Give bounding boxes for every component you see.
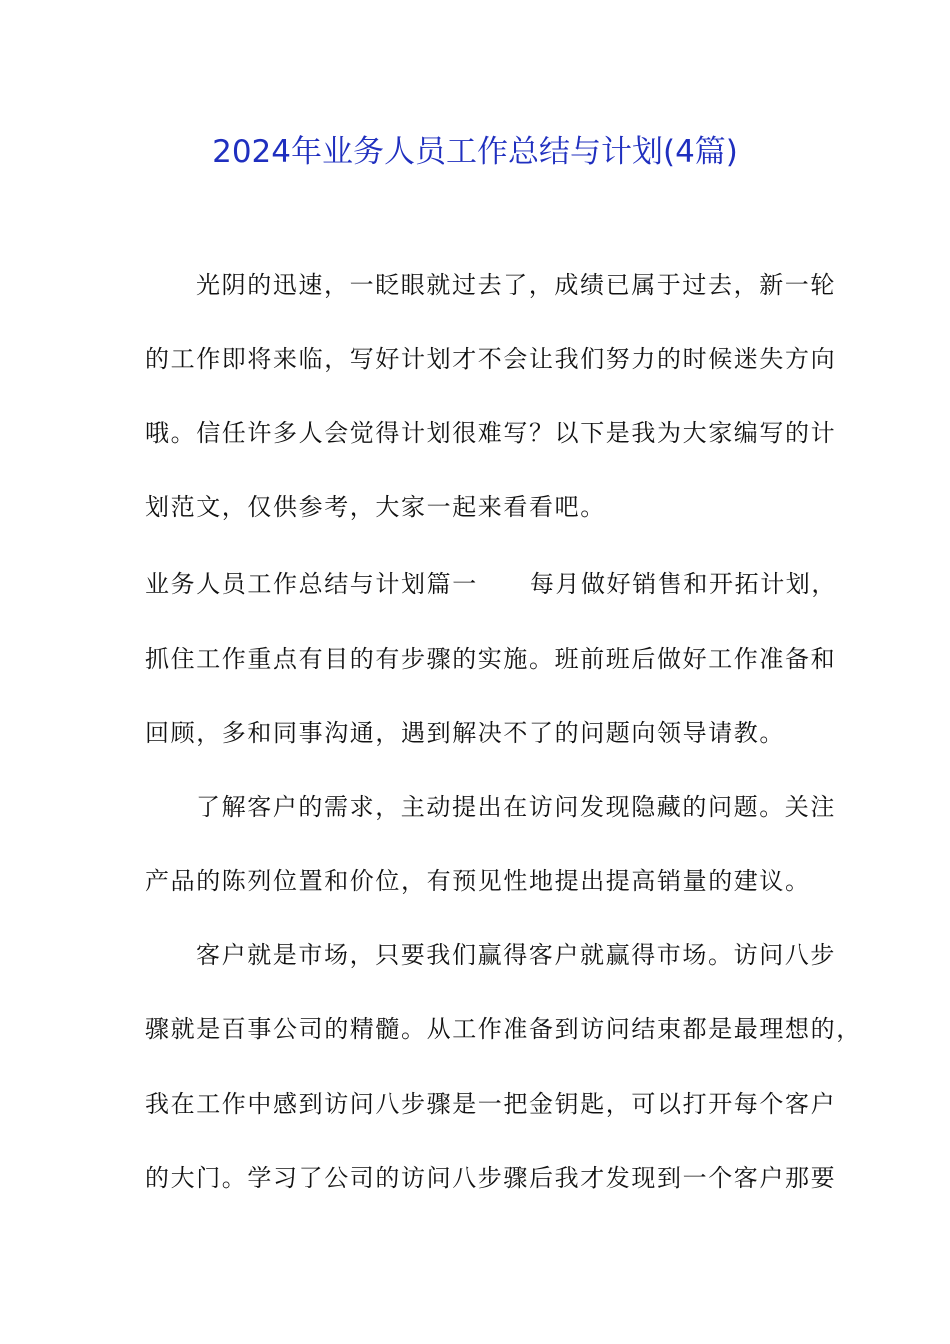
paragraph-line: 回顾，多和同事沟通，遇到解决不了的问题向领导请教。: [145, 719, 785, 747]
paragraph-line: 哦。信任许多人会觉得计划很难写？以下是我为大家编写的计: [145, 419, 837, 447]
paragraph-line: 了解客户的需求，主动提出在访问发现隐藏的问题。关注: [196, 793, 836, 821]
paragraph-line: 的大门。学习了公司的访问八步骤后我才发现到一个客户那要: [145, 1164, 837, 1192]
paragraph-line: 光阴的迅速，一眨眼就过去了，成绩已属于过去，新一轮: [196, 271, 836, 299]
paragraph-line: 我在工作中感到访问八步骤是一把金钥匙，可以打开每个客户: [145, 1090, 837, 1118]
paragraph-line: 划范文，仅供参考，大家一起来看看吧。: [145, 493, 606, 521]
document-title: 2024年业务人员工作总结与计划(4篇): [212, 134, 738, 170]
paragraph-line: 客户就是市场，只要我们赢得客户就赢得市场。访问八步: [196, 941, 836, 969]
section-heading-line: [145, 567, 837, 601]
section-first-text: 每月做好销售和开拓计划，: [529, 570, 838, 598]
paragraph-line: 产品的陈列位置和价位，有预见性地提出提高销量的建议。: [145, 867, 811, 895]
section-heading: 业务人员工作总结与计划篇一: [145, 570, 478, 598]
paragraph-line: 骤就是百事公司的精髓。从工作准备到访问结束都是最理想的，: [145, 1015, 862, 1043]
paragraph-line: 的工作即将来临，写好计划才不会让我们努力的时候迷失方向: [145, 345, 837, 373]
paragraph-line: 抓住工作重点有目的有步骤的实施。班前班后做好工作准备和: [145, 645, 837, 673]
